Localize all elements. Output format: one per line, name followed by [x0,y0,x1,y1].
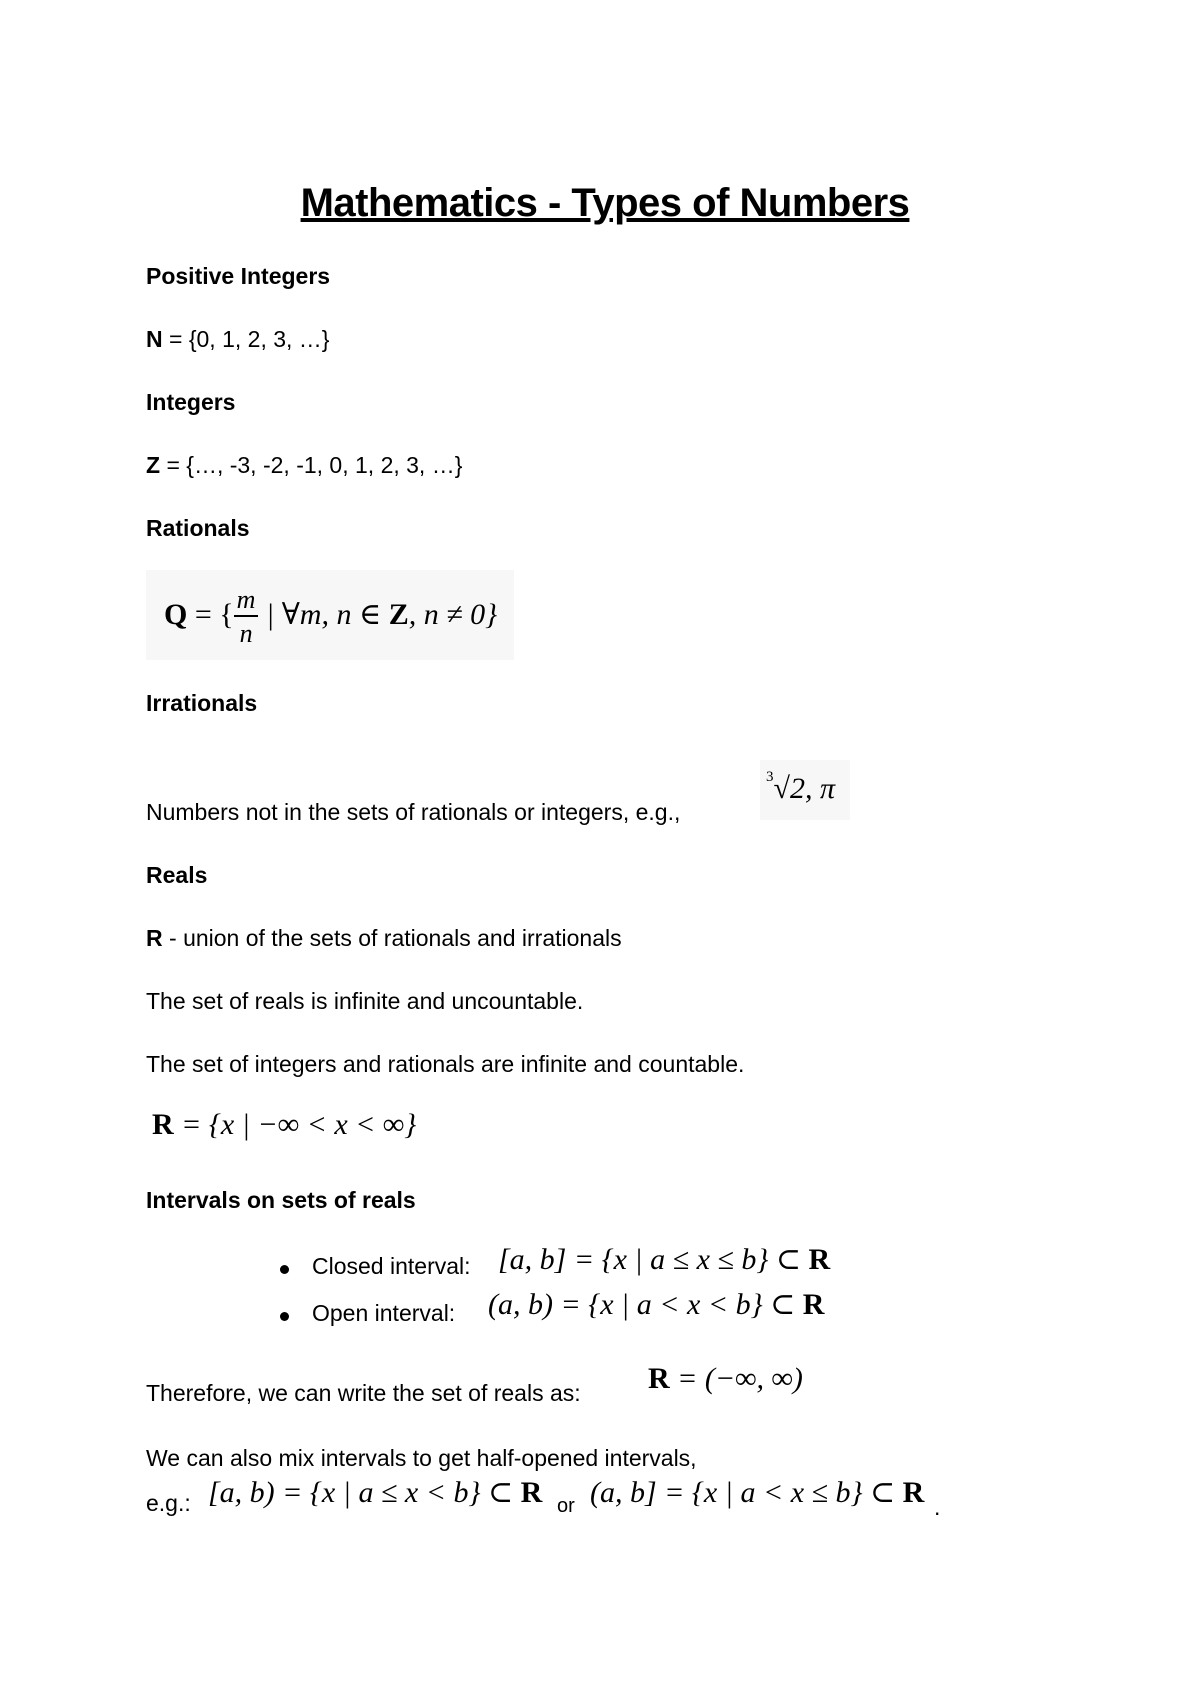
set-z-in-formula: Z [388,598,409,631]
reals-union-line [146,925,622,952]
half-open-set-2: R [902,1476,925,1509]
closed-interval-set: R [808,1243,831,1276]
bullet-dot [280,1265,289,1274]
closed-interval-label: Closed interval: [312,1253,471,1279]
rationals-formula [146,570,514,660]
set-z-body: = {…, -3, -2, -1, 0, 1, 2, 3, …} [160,452,463,478]
heading-integers: Integers [146,389,236,415]
heading-reals: Reals [146,862,208,888]
rationals-formula-end: , n ≠ 0} [408,598,498,631]
set-q-symbol: Q [164,598,188,631]
cube-root-index: 3 [766,769,774,785]
end-period: . [934,1494,941,1520]
heading-intervals: Intervals on sets of reals [146,1187,416,1213]
fraction-denominator: n [239,619,253,649]
set-n-symbol: N [146,326,163,352]
rationals-formula-condition: | ∀m, n ∈ [258,598,389,631]
reals-formula-lhs: R [152,1108,174,1141]
set-z-symbol: Z [146,452,161,478]
open-interval-set: R [802,1288,825,1321]
reals-formula [152,1108,416,1142]
reals-interval-formula [648,1362,803,1396]
reals-uncountable-line: The set of reals is infinite and uncountable. [146,988,584,1014]
page-title: Mathematics - Types of Numbers [300,181,910,225]
half-open-expr-1: [a, b) = {x | a ≤ x < b} ⊂ [208,1476,521,1509]
open-interval-formula [488,1287,824,1322]
half-open-formula-2 [590,1475,924,1510]
rationals-formula-eq: = { [187,598,234,631]
therefore-text: Therefore, we can write the set of reals as: [146,1380,581,1406]
open-interval-expr: (a, b) = {x | a < x < b} ⊂ [488,1288,803,1321]
or-text: or [557,1495,575,1517]
rationals-fraction [234,587,259,647]
set-r-symbol: R [146,925,163,951]
reals-union-body: - union of the sets of rationals and irrationals [162,925,622,951]
set-z-definition [146,452,462,479]
heading-rationals: Rationals [146,515,250,541]
bullet-dot [280,1312,289,1321]
closed-interval-formula [498,1242,830,1277]
closed-interval-expr: [a, b] = {x | a ≤ x ≤ b} ⊂ [498,1243,809,1276]
half-open-set-1: R [520,1476,543,1509]
irrationals-example [760,760,850,820]
set-n-body: = {0, 1, 2, 3, …} [162,326,330,352]
reals-interval-body: = (−∞, ∞) [669,1362,803,1395]
reals-formula-body: = {x | −∞ < x < ∞} [173,1108,417,1141]
heading-irrationals: Irrationals [146,690,258,716]
irrationals-example-body: √2, π [773,772,835,805]
fraction-numerator: m [234,587,259,617]
irrationals-text: Numbers not in the sets of rationals or integers, e.g., [146,799,681,825]
reals-countable-line: The set of integers and rationals are infinite and countable. [146,1051,745,1077]
open-interval-label: Open interval: [312,1300,456,1326]
set-n-definition [146,326,330,353]
mix-intervals-text: We can also mix intervals to get half-opened intervals, [146,1445,697,1471]
eg-label: e.g.: [146,1490,191,1516]
heading-positive-integers: Positive Integers [146,263,331,289]
reals-interval-lhs: R [648,1362,670,1395]
half-open-expr-2: (a, b] = {x | a < x ≤ b} ⊂ [590,1476,903,1509]
half-open-formula-1 [208,1475,542,1510]
